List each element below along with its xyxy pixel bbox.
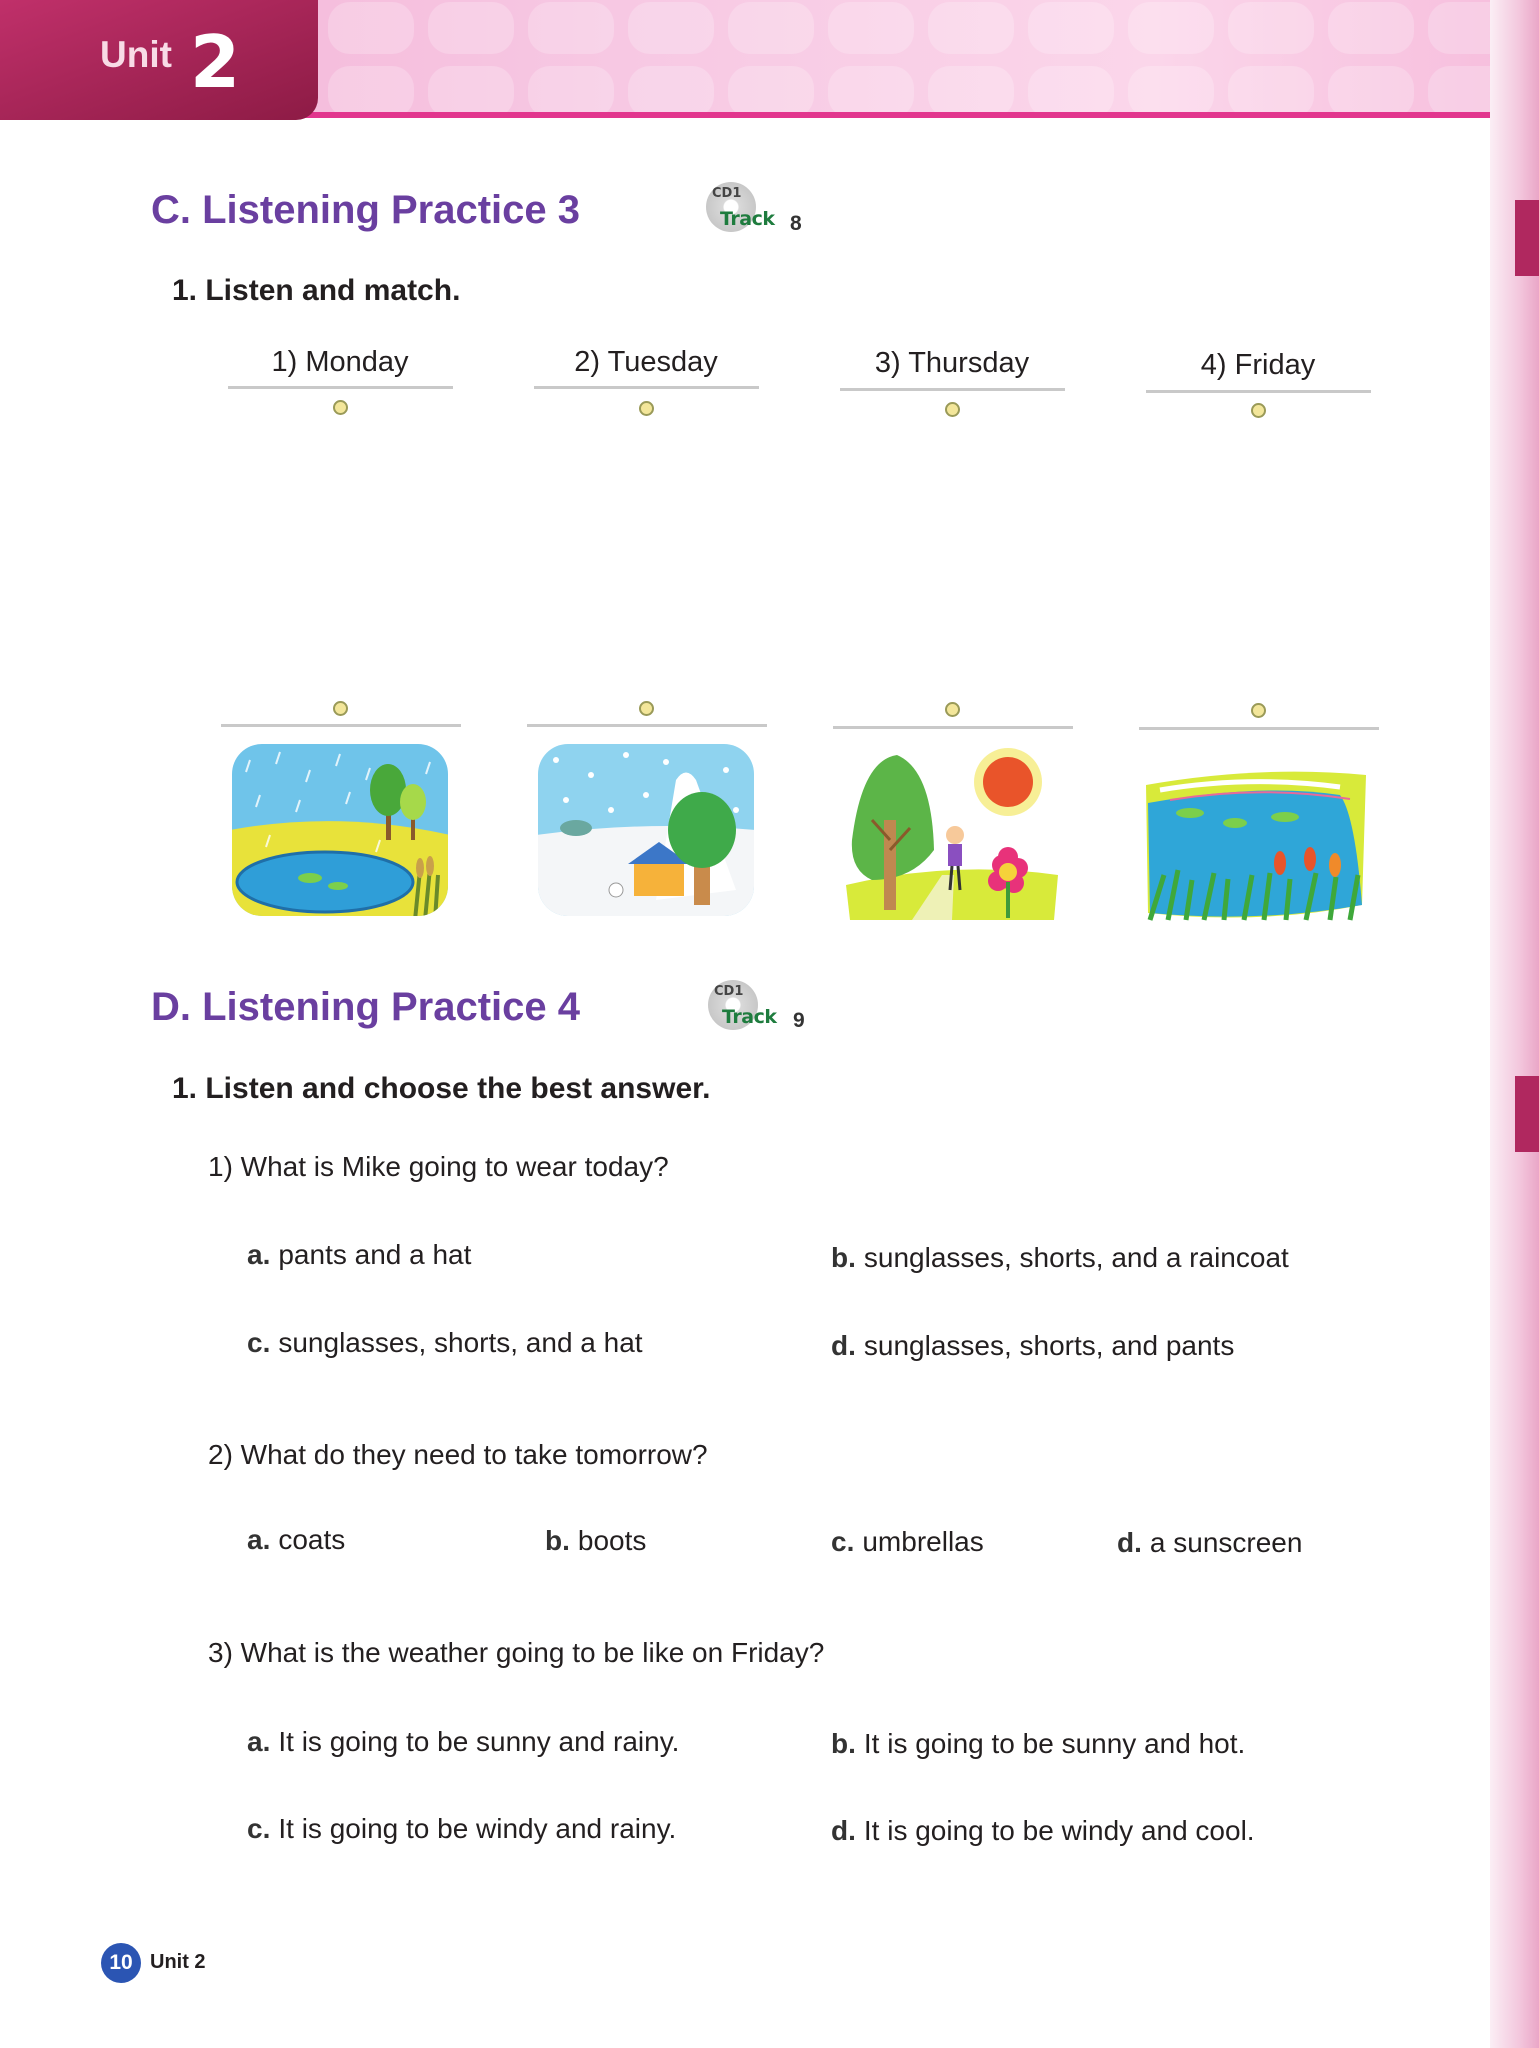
choice-letter: a. [247, 1726, 271, 1757]
choice-letter: c. [247, 1327, 271, 1358]
choice-3b[interactable] [831, 1728, 1245, 1760]
page-edge [1490, 0, 1539, 2048]
unit-number: 2 [190, 20, 241, 104]
day-underline [228, 386, 453, 389]
choice-letter: b. [545, 1525, 570, 1556]
choice-text: It is going to be windy and rainy. [278, 1813, 677, 1844]
unit-word: Unit [100, 34, 172, 75]
sunny-day-picture [842, 740, 1062, 925]
choice-2b[interactable] [545, 1525, 646, 1557]
choice-letter: c. [831, 1526, 855, 1557]
unit-tab [0, 0, 318, 120]
choice-1c[interactable] [247, 1327, 643, 1359]
choice-2d[interactable] [1117, 1527, 1302, 1559]
section-d-instruction: 1. Listen and choose the best answer. [172, 1072, 711, 1105]
match-dot-monday[interactable] [333, 400, 348, 415]
question-2: 2) What do they need to take tomorrow? [208, 1439, 708, 1470]
choice-letter: d. [831, 1815, 856, 1846]
section-c-instruction: 1. Listen and match. [172, 274, 461, 307]
choice-text: sunglasses, shorts, and a raincoat [863, 1242, 1289, 1273]
choice-text: a sunscreen [1149, 1527, 1303, 1558]
choice-text: It is going to be windy and cool. [863, 1815, 1255, 1846]
snowy-house-picture [536, 740, 756, 920]
choice-letter: d. [1117, 1527, 1142, 1558]
picture-line [1139, 727, 1379, 730]
picture-line [833, 726, 1073, 729]
cd-label: CD1 [714, 984, 744, 999]
day-label-friday: 4) Friday [1200, 349, 1316, 381]
rainy-pond-picture [230, 740, 450, 920]
match-dot-tuesday[interactable] [639, 401, 654, 416]
track-label: Track [722, 1006, 777, 1028]
question-3: 3) What is the weather going to be like on Friday? [208, 1637, 825, 1668]
cd-track-badge [706, 182, 775, 244]
track-number: 8 [790, 212, 802, 235]
choice-letter: a. [247, 1239, 271, 1270]
choice-text: It is going to be sunny and rainy. [278, 1726, 680, 1757]
choice-text: umbrellas [862, 1526, 984, 1557]
edge-marker [1515, 200, 1539, 276]
choice-1a[interactable] [247, 1239, 471, 1271]
track-number: 9 [793, 1009, 805, 1032]
day-label-monday: 1) Monday [271, 346, 409, 378]
choice-1b[interactable] [831, 1242, 1289, 1274]
header-pattern [318, 0, 1518, 118]
day-underline [534, 386, 759, 389]
question-1: 1) What is Mike going to wear today? [208, 1151, 669, 1182]
choice-letter: a. [247, 1524, 271, 1555]
section-c-title: C. Listening Practice 3 [151, 188, 581, 232]
choice-text: pants and a hat [278, 1239, 472, 1270]
footer-unit-label: Unit 2 [150, 1951, 206, 1973]
day-label-tuesday: 2) Tuesday [574, 346, 718, 378]
choice-text: It is going to be sunny and hot. [863, 1728, 1246, 1759]
windy-pond-picture [1140, 755, 1370, 925]
edge-marker [1515, 1076, 1539, 1152]
choice-letter: c. [247, 1813, 271, 1844]
match-dot-friday[interactable] [1251, 403, 1266, 418]
choice-text: sunglasses, shorts, and pants [863, 1330, 1235, 1361]
match-dot-picture-4[interactable] [1251, 703, 1266, 718]
track-label: Track [720, 208, 775, 230]
match-dot-picture-2[interactable] [639, 701, 654, 716]
match-dot-picture-1[interactable] [333, 701, 348, 716]
day-underline [1146, 390, 1371, 393]
choice-2a[interactable] [247, 1524, 345, 1556]
choice-3d[interactable] [831, 1815, 1255, 1847]
choice-1d[interactable] [831, 1330, 1234, 1362]
section-d-title: D. Listening Practice 4 [151, 985, 581, 1029]
cd-label: CD1 [712, 186, 742, 201]
choice-3c[interactable] [247, 1813, 676, 1845]
choice-text: sunglasses, shorts, and a hat [278, 1327, 643, 1358]
choice-letter: b. [831, 1242, 856, 1273]
choice-text: coats [278, 1524, 346, 1555]
match-dot-thursday[interactable] [945, 402, 960, 417]
choice-letter: b. [831, 1728, 856, 1759]
choice-2c[interactable] [831, 1526, 984, 1558]
choice-letter: d. [831, 1330, 856, 1361]
picture-line [527, 724, 767, 727]
day-label-thursday: 3) Thursday [874, 347, 1030, 379]
picture-line [221, 724, 461, 727]
choice-3a[interactable] [247, 1726, 679, 1758]
choice-text: boots [577, 1525, 647, 1556]
page-number-badge: 10 [101, 1943, 141, 1983]
match-dot-picture-3[interactable] [945, 702, 960, 717]
day-underline [840, 388, 1065, 391]
cd-track-badge [708, 980, 777, 1042]
